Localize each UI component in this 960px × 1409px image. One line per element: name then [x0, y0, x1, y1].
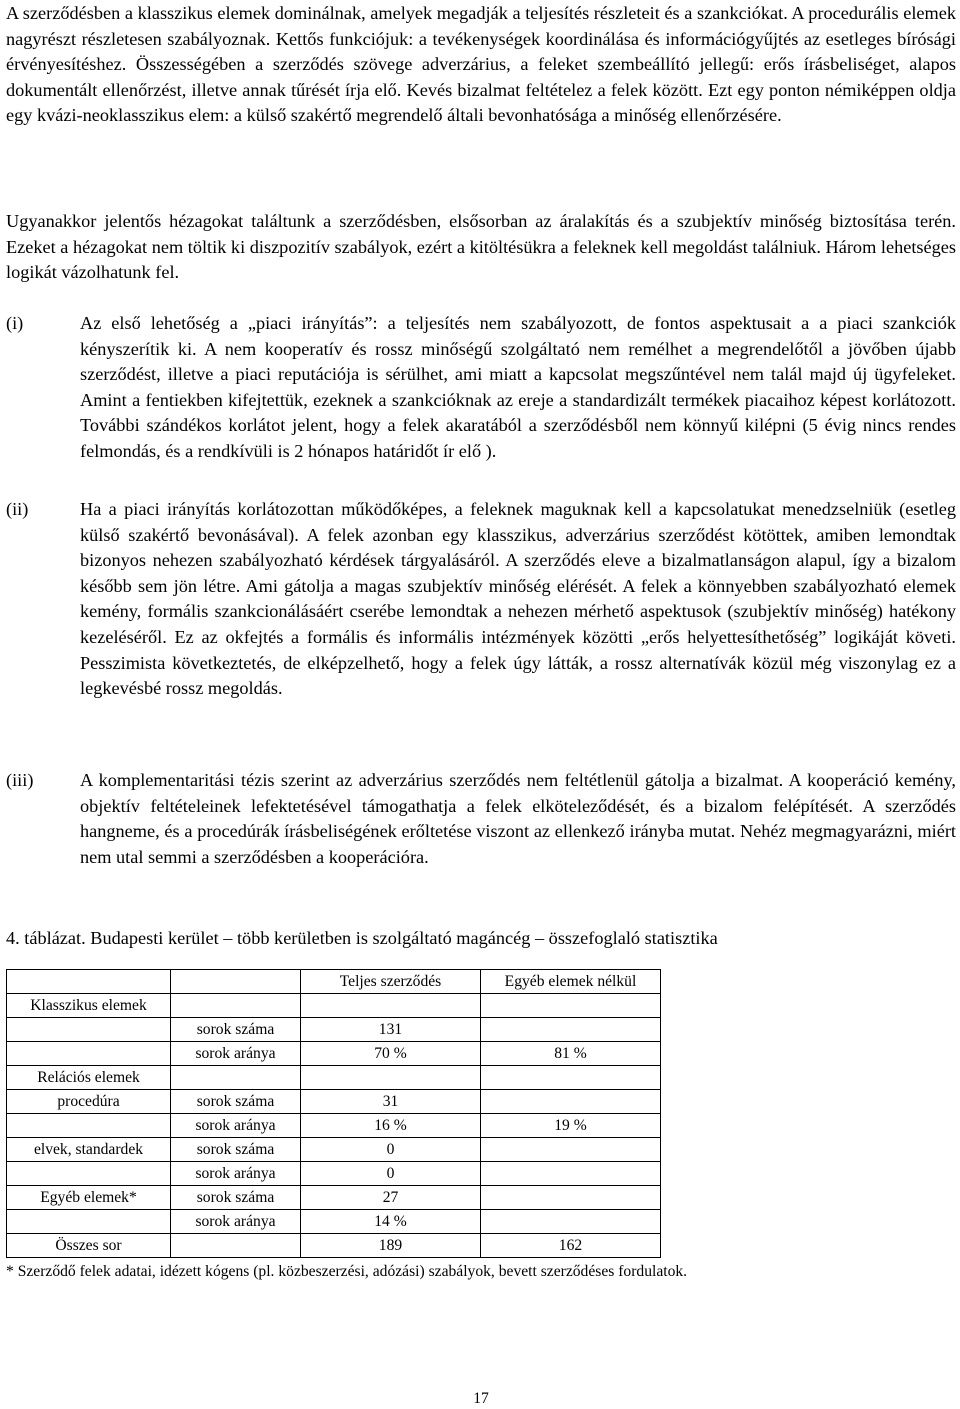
table-row	[7, 1042, 661, 1066]
table-cell: sorok aránya	[171, 1042, 301, 1066]
table-cell: elvek, standardek	[7, 1138, 171, 1162]
table-cell: Összes sor	[7, 1234, 171, 1258]
table-cell	[481, 994, 661, 1018]
table-cell	[171, 994, 301, 1018]
table-row	[7, 1114, 661, 1138]
table-footnote: * Szerződő felek adatai, idézett kógens (pl. közbeszerzési, adózási) szabályok, bevett szerződéses fordulatok.	[6, 1263, 688, 1280]
table-row	[7, 1162, 661, 1186]
table-cell: 162	[481, 1234, 661, 1258]
table-cell: sorok száma	[171, 1018, 301, 1042]
table-header-cell: Egyéb elemek nélkül	[481, 970, 661, 994]
table-cell: 0	[301, 1138, 481, 1162]
table-row	[7, 1186, 661, 1210]
table-cell: 0	[301, 1162, 481, 1186]
table-cell	[7, 1114, 171, 1138]
table-cell: 81 %	[481, 1042, 661, 1066]
table-cell	[301, 1066, 481, 1090]
list-item-text: Ha a piaci irányítás korlátozottan működőképes, a feleknek maguknak kell a kapcsolatukat menedzselniük (esetleg külső szakértő bevonásával). A felek azonban egy klasszikus, adverzárius szerződést kötöttek, amiben lemondtak bizonyos nehezen szabályozható kérdések tárgyalásáról. A szerződés eleve a bizalmatlanságon alapul, így a bizalom később sem jön létre. Ami gátolja a magas szubjektív minőség elérését. A felek a könnyebben szabályozható elemek kemény, formális szankcionálásáért cserébe lemondtak a nehezen mérhető aspektusok (szubjektív minőség) hatékony kezeléséről. Ez az okfejtés a formális és informális intézmények közötti „erős helyettesíthetőség” logikáját követi. Pesszimista következtetés, de elképzelhető, hogy a felek úgy látták, a rossz alternatívák közül még viszonylag ez a legkevésbé rossz megoldás.	[80, 499, 956, 699]
table-cell: sorok száma	[171, 1090, 301, 1114]
list-item-number: (i)	[6, 313, 24, 333]
table-cell	[171, 1234, 301, 1258]
table-cell	[481, 1186, 661, 1210]
table-cell	[171, 1066, 301, 1090]
table-cell: 131	[301, 1018, 481, 1042]
body-paragraph: Ugyanakkor jelentős hézagokat találtunk a szerződésben, elsősorban az áralakítás és a szubjektív minőség biztosítása terén. Ezeket a hézagokat nem töltik ki diszpozitív szabályok, ezért a kitöltésükra a feleknek kell megoldást találniuk. Három lehetséges logikát vázolhatunk fel.	[6, 211, 956, 283]
table-cell: sorok aránya	[171, 1162, 301, 1186]
table-row	[7, 1210, 661, 1234]
table-header-cell	[7, 970, 171, 994]
list-item-number: (iii)	[6, 770, 34, 790]
table-caption: 4. táblázat. Budapesti kerület – több kerületben is szolgáltató magáncég – összefoglaló statisztika	[6, 928, 718, 948]
table-row	[7, 1018, 661, 1042]
list-item-number: (ii)	[6, 499, 29, 519]
statistics-table	[6, 969, 661, 1258]
table-cell	[481, 1018, 661, 1042]
table-cell	[481, 1210, 661, 1234]
table-cell: 16 %	[301, 1114, 481, 1138]
table-header-row	[7, 970, 661, 994]
table-cell: 14 %	[301, 1210, 481, 1234]
table-row	[7, 1066, 661, 1090]
table-cell: 31	[301, 1090, 481, 1114]
table-cell	[481, 1138, 661, 1162]
list-item-text: A komplementaritási tézis szerint az adverzárius szerződés nem feltétlenül gátolja a bizalmat. A kooperáció kemény, objektív feltételeinek lefektetésével támogathatja a felek elköteleződését, és a bizalom felépítését. A szerződés hangneme, és a procedúrák írásbeliségének erőltetése viszont az ellenkező irányba mutat. Nehéz megmagyarázni, miért nem utal semmi a szerződésben a kooperációra.	[80, 770, 956, 867]
table-cell	[7, 1210, 171, 1234]
table-cell: sorok száma	[171, 1138, 301, 1162]
table-cell	[301, 994, 481, 1018]
table-row	[7, 1090, 661, 1114]
table-cell	[481, 1090, 661, 1114]
table-cell: sorok aránya	[171, 1114, 301, 1138]
table-cell: Egyéb elemek*	[7, 1186, 171, 1210]
table-cell: procedúra	[7, 1090, 171, 1114]
table-cell: 27	[301, 1186, 481, 1210]
table-cell: 189	[301, 1234, 481, 1258]
page-number: 17	[473, 1390, 489, 1407]
table-header-cell	[171, 970, 301, 994]
table-row	[7, 994, 661, 1018]
table-cell	[481, 1066, 661, 1090]
table-cell: 70 %	[301, 1042, 481, 1066]
body-paragraph: A szerződésben a klasszikus elemek dominálnak, amelyek megadják a teljesítés részleteit és a szankciókat. A procedurális elemek nagyrészt részletesen szabályoznak. Kettős funkciójuk: a tevékenységek koordinálása és információgyűjtés az esetleges bírósági érvényesítéshez. Összességében a szerződés szövege adverzárius, a feleket szembeállító jellegű: erős írásbeliséget, alapos dokumentált ellenőrzést, illetve annak tűrését írja elő. Kevés bizalmat feltételez a felek között. Ezt egy ponton némiképpen oldja egy kvázi-neoklasszikus elem: a külső szakértő megrendelő általi bevonhatósága a minőség ellenőrzésére.	[6, 3, 956, 126]
table-row	[7, 1138, 661, 1162]
table-cell: sorok aránya	[171, 1210, 301, 1234]
table-cell	[7, 1018, 171, 1042]
table-row	[7, 1234, 661, 1258]
table-cell: 19 %	[481, 1114, 661, 1138]
table-cell: sorok száma	[171, 1186, 301, 1210]
table-header-cell: Teljes szerződés	[301, 970, 481, 994]
table-cell	[7, 1042, 171, 1066]
list-item-text: Az első lehetőség a „piaci irányítás”: a teljesítés nem szabályozott, de fontos aspektusait a a piaci szankciók kényszerítik ki. A nem kooperatív és rossz minőségű szolgáltató nem remélhet a megrendelőtől a jövőben újabb szerződést, illetve a piaci reputációja is sérülhet, ami miatt a kapcsolat megszűntével nem talál majd új ügyfeleket. Amint a fentiekben kifejtettük, ezeknek a szankcióknak az ereje a standardizált termékek piacaihoz képest korlátozott. További szándékos korlátot jelent, hogy a felek akaratából a szerződésből nem könnyű kilépni (5 évig nincs rendes felmondás, és a rendkívüli is 2 hónapos határidőt ír elő ).	[80, 313, 956, 461]
table-cell: Relációs elemek	[7, 1066, 171, 1090]
table-cell	[481, 1162, 661, 1186]
table-cell: Klasszikus elemek	[7, 994, 171, 1018]
table-cell	[7, 1162, 171, 1186]
